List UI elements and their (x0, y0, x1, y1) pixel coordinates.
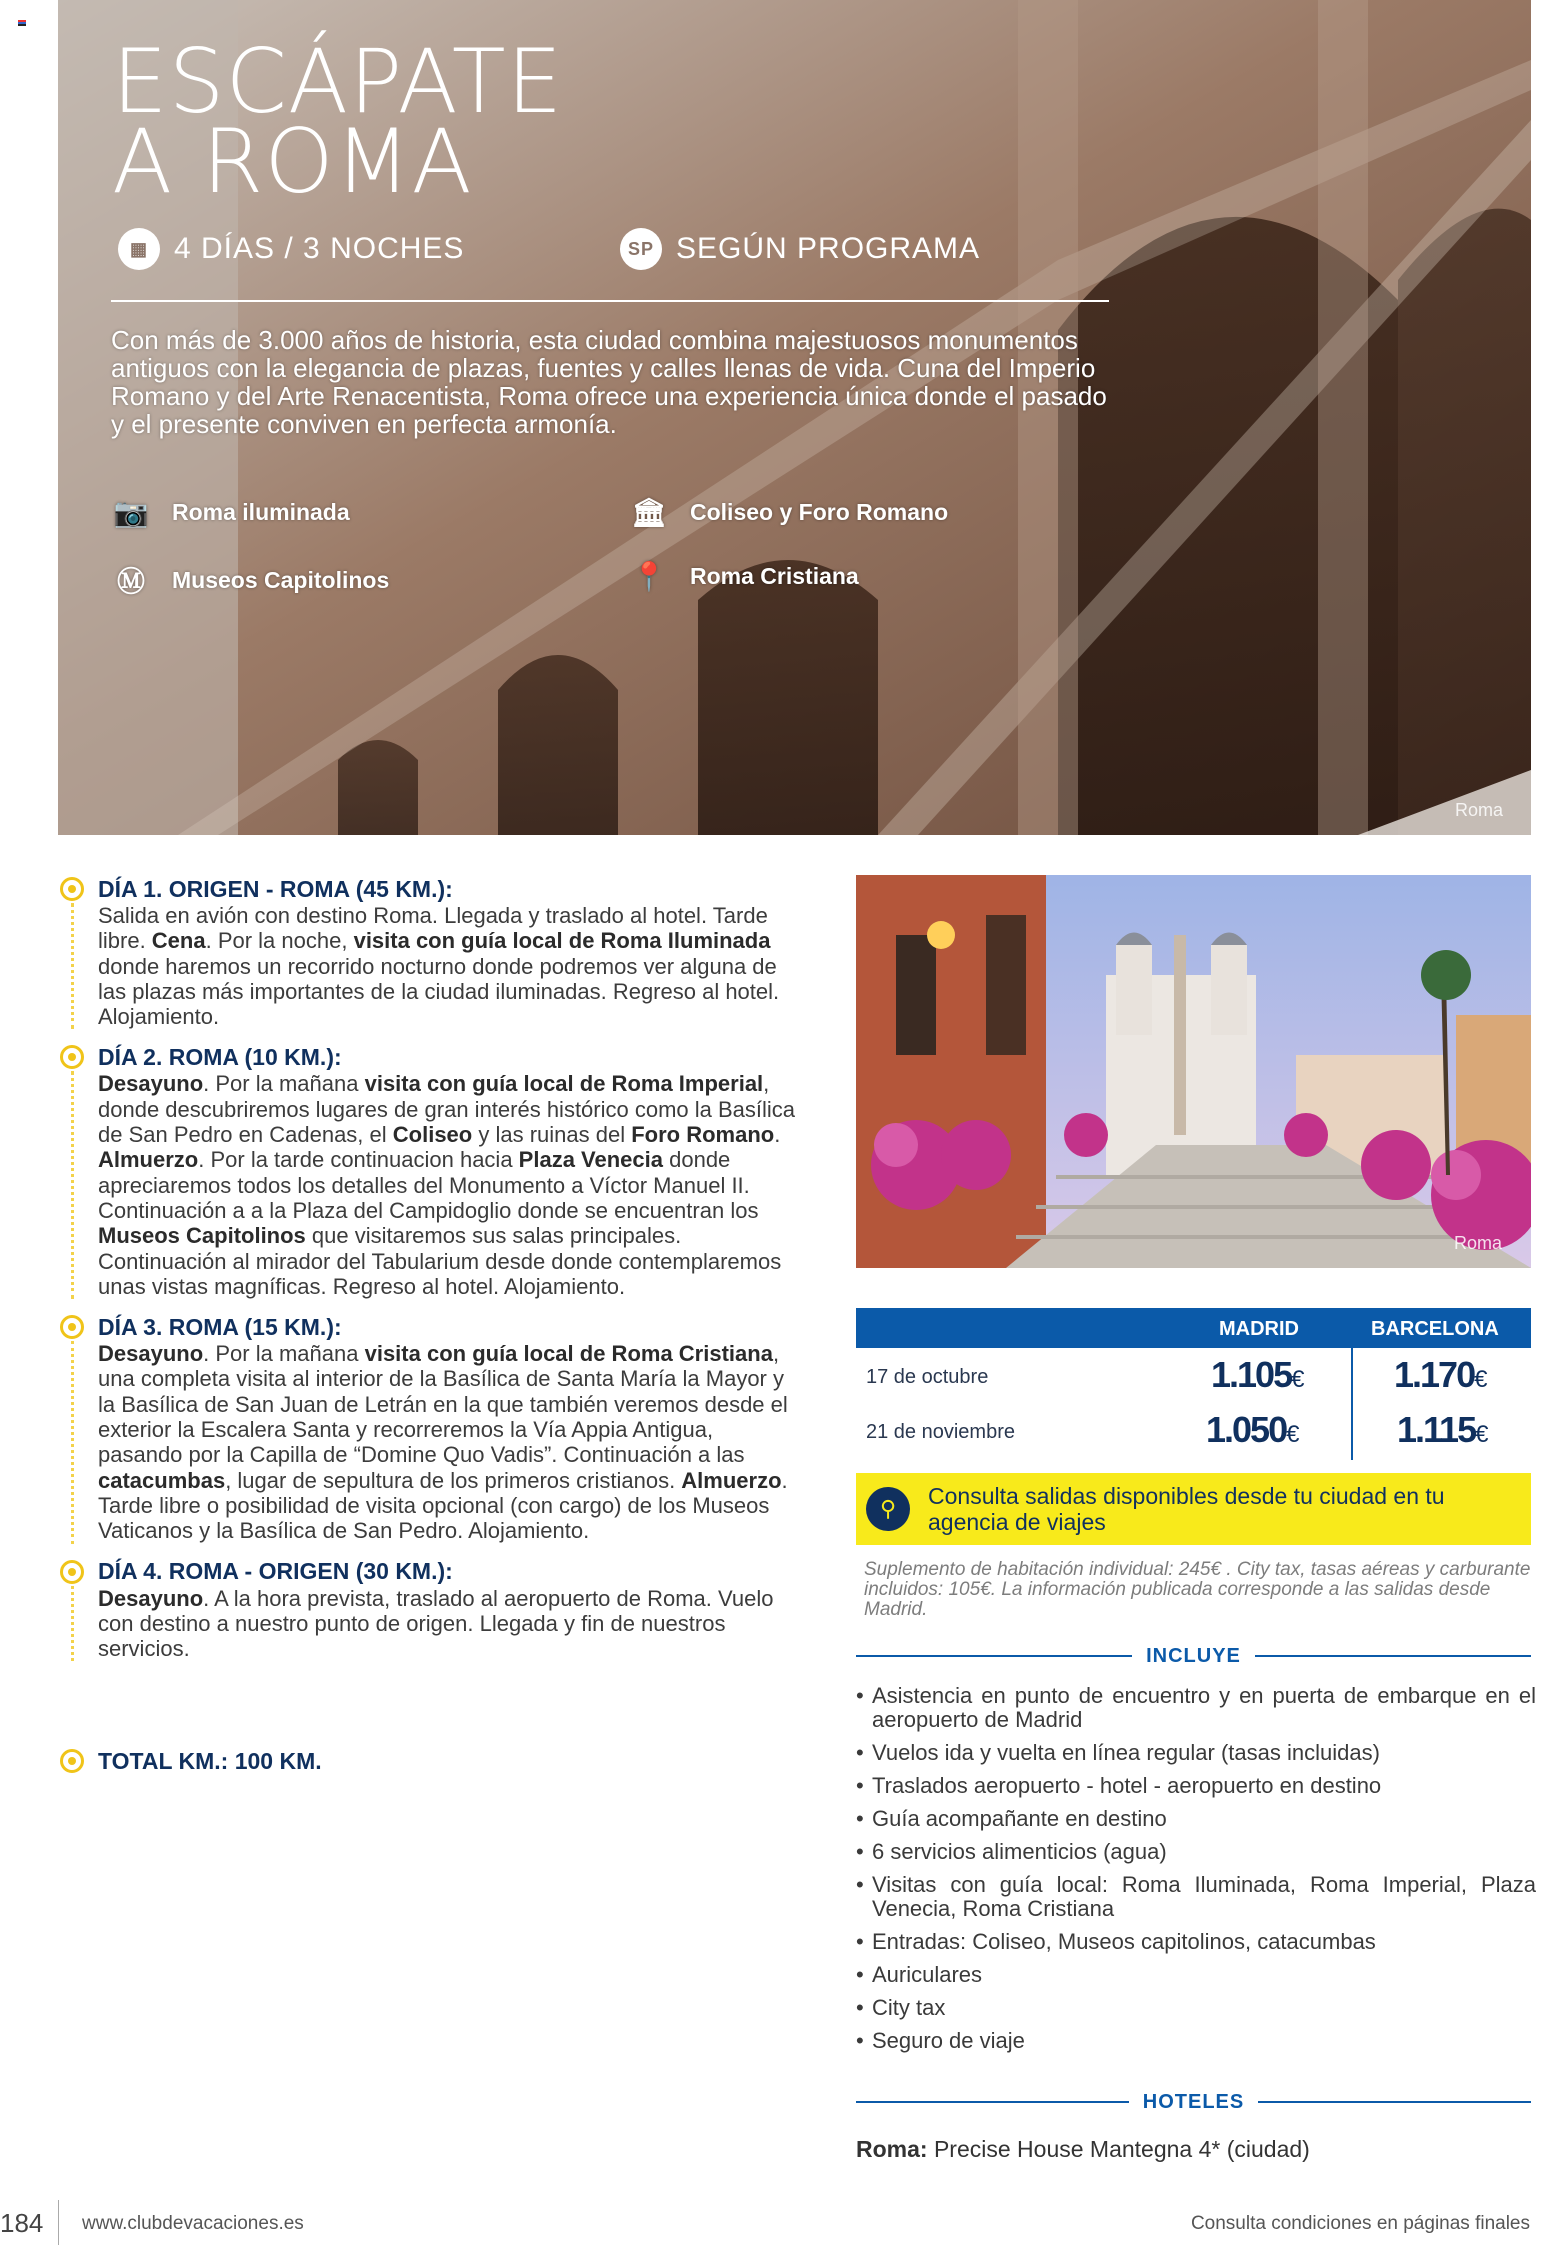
bold-text: Plaza Venecia (518, 1147, 663, 1173)
highlight-label: Roma iluminada (172, 499, 350, 525)
includes-title: INCLUYE (1146, 1644, 1241, 1667)
bold-text: Almuerzo (681, 1467, 782, 1493)
day-heading (60, 1313, 800, 1341)
itinerary (60, 875, 800, 1675)
bullet-icon (60, 1045, 84, 1069)
bullet-icon (60, 1749, 84, 1773)
departures-notice (856, 1473, 1531, 1545)
bold-text: Foro Romano (631, 1122, 775, 1148)
hero-photo-caption: Roma (1455, 800, 1504, 820)
bold-text: Coliseo (392, 1122, 473, 1148)
notice-text: Consulta salidas disponibles desde tu ciudad en tu agencia de viajes (928, 1483, 1445, 1535)
title-line-2: A ROMA (112, 110, 473, 213)
column-divider (1351, 1348, 1353, 1460)
print-mark (18, 20, 26, 26)
itinerary-day (60, 1313, 800, 1543)
highlight-label: Roma Cristiana (690, 563, 859, 589)
website-link[interactable]: www.clubdevacaciones.es (82, 2213, 304, 2234)
includes-item: • Auriculares (856, 1963, 1536, 1987)
location-pin-icon: 📍 (631, 561, 667, 592)
text: . Por la mañana (203, 1071, 365, 1097)
museum-icon: Ⓜ (116, 566, 145, 597)
text: . (774, 1122, 781, 1148)
table-row (856, 1403, 1531, 1458)
bullet-icon (60, 1315, 84, 1339)
includes-item: • Seguro de viaje (856, 2029, 1536, 2053)
text: y las ruinas del (472, 1122, 632, 1148)
divider (111, 300, 1109, 302)
includes-item: • Guía acompañante en destino (856, 1807, 1536, 1831)
text: . A la hora prevista, traslado al aeropuerto de Roma. Vuelo con destino a nuestro punto de origen. Llegada y fin de nuestros servicios. (98, 1585, 774, 1662)
bold-text: visita con guía local de Roma Iluminada (353, 928, 771, 954)
text: , una completa visita al interior de la Basílica de Santa María la Mayor y la Basílica de San Juan de Letrán en la que también veremos desde el exterior la Escalera Santa y recorreremos la Vía Appia Antigua, pasando por la Capilla de “Domine Quo Vadis”. Continuación a las (98, 1341, 788, 1468)
bullet-icon (60, 1560, 84, 1584)
itinerary-day (60, 1043, 800, 1299)
hotel-name: Precise House Mantegna 4* (ciudad) (933, 2136, 1310, 2162)
bold-text: visita con guía local de Roma Cristiana (364, 1341, 773, 1367)
bold-text: Museos Capitolinos (98, 1223, 306, 1249)
timeline-dots (71, 1071, 74, 1299)
table-header (856, 1308, 1531, 1348)
calendar-icon: ▦ (118, 228, 160, 270)
day-title: DÍA 4. ROMA - ORIGEN (30 KM.): (98, 1558, 453, 1585)
day-description (98, 903, 800, 1029)
highlight-label: Coliseo y Foro Romano (690, 499, 949, 525)
timeline-dots (71, 903, 74, 1029)
itinerary-day (60, 1558, 800, 1662)
itinerary-day (60, 875, 800, 1029)
supplement-note: Suplemento de habitación individual: 245€ . City tax, tasas aéreas y carburante incluidos: 105€. La información publicada corresponde a las salidas desde Madrid. (864, 1559, 1531, 1620)
duration-text: 4 DÍAS / 3 NOCHES (174, 232, 465, 265)
includes-item: • City tax (856, 1996, 1536, 2020)
hero-description: Con más de 3.000 años de historia, esta ciudad combina majestuosos monumentos antiguos con la elegancia de plazas, fuentes y calles llenas de vida. Cuna del Imperio Romano y del Arte Renacentista, Roma ofrece una experiencia única donde el pasado y el presente conviven en perfecta armonía. (111, 325, 1107, 439)
meals-info (620, 228, 980, 270)
text: . Tarde libre o posibilidad de visita opcional (con cargo) de los Museos Vaticanos y la Basílica de San Pedro. Alojamiento. (98, 1467, 788, 1544)
meals-text: SEGÚN PROGRAMA (676, 232, 981, 265)
camera-icon: 📷 (113, 497, 149, 528)
price-table (856, 1308, 1531, 1458)
day-description (98, 1071, 800, 1299)
spanish-steps-photo (856, 875, 1531, 1268)
bold-text: Desayuno (98, 1341, 204, 1367)
day-heading (60, 1043, 800, 1071)
text: Salida en avión con destino Roma. Llegada y traslado al hotel. Tarde libre. (98, 903, 768, 954)
hotel-line (856, 2136, 1310, 2163)
title-line-1: ESCÁPATE (112, 30, 564, 133)
highlight-item (112, 560, 389, 600)
page-number: 184 (0, 2208, 44, 2238)
text: . Por la noche, (205, 928, 354, 954)
duration-info (118, 228, 464, 270)
hotel-city: Roma: (856, 2136, 928, 2162)
text: , donde descubriremos lugares de gran interés histórico como la Basílica de San Pedro en Cadenas, el (98, 1071, 796, 1148)
price-madrid: 1.105€ (1211, 1354, 1303, 1395)
includes-item: • Entradas: Coliseo, Museos capitolinos, catacumbas (856, 1930, 1536, 1954)
day-heading (60, 1558, 800, 1586)
includes-item: • Visitas con guía local: Roma Iluminada, Roma Imperial, Plaza Venecia, Roma Cristiana (856, 1873, 1536, 1921)
footer-divider (58, 2200, 59, 2245)
bold-text: visita con guía local de Roma Imperial (364, 1071, 764, 1097)
table-row (856, 1348, 1531, 1403)
bold-text: Cena (151, 928, 206, 954)
highlight-label: Museos Capitolinos (172, 566, 390, 593)
day-title: DÍA 1. ORIGEN - ROMA (45 KM.): (98, 875, 453, 902)
sp-badge-icon: SP (620, 228, 662, 270)
bullet-icon (60, 877, 84, 901)
text: . Por la tarde continuacion hacia (198, 1147, 519, 1173)
total-km (60, 1747, 322, 1775)
total-km-text: TOTAL KM.: 100 KM. (98, 1747, 322, 1774)
photo-caption: Roma (1454, 1233, 1503, 1253)
departure-date: 21 de noviembre (866, 1421, 1015, 1443)
includes-item: • Traslados aeropuerto - hotel - aeropuerto en destino (856, 1774, 1536, 1798)
conditions-note: Consulta condiciones en páginas finales (1190, 2213, 1530, 2234)
column-header-barcelona: BARCELONA (1371, 1318, 1499, 1340)
highlight-item (630, 496, 948, 529)
day-title: DÍA 3. ROMA (15 KM.): (98, 1313, 342, 1340)
bold-text: Desayuno (98, 1585, 204, 1611)
day-heading (60, 875, 800, 903)
text: que visitaremos sus salas principales. Continuación al mirador del Tabularium desde donde contemplaremos unas vistas magníficas. Regreso al hotel. Alojamiento. (98, 1223, 782, 1299)
timeline-dots (71, 1341, 74, 1543)
day-description (98, 1586, 800, 1662)
price-barcelona: 1.115€ (1397, 1409, 1487, 1450)
includes-item: • Asistencia en punto de encuentro y en puerta de embarque en el aeropuerto de Madrid (856, 1684, 1536, 1732)
bold-text: Desayuno (98, 1071, 204, 1097)
timeline-dots (71, 1586, 74, 1662)
location-pin-icon: ⚲ (866, 1487, 910, 1531)
price-barcelona: 1.170€ (1394, 1354, 1486, 1395)
text: . Por la mañana (203, 1341, 365, 1367)
bold-text: Almuerzo (98, 1147, 199, 1173)
includes-item: • Vuelos ida y vuelta en línea regular (tasas incluidas) (856, 1741, 1536, 1765)
day-description (98, 1341, 800, 1543)
includes-list (856, 1684, 1536, 2062)
text: donde haremos un recorrido nocturno donde podremos ver alguna de las plazas más importantes de la ciudad iluminadas. Regreso al hotel. Alojamiento. (98, 953, 780, 1030)
includes-heading (856, 1643, 1531, 1669)
column-icon: 🏛 (631, 497, 667, 528)
page-title (112, 30, 564, 213)
includes-item: • 6 servicios alimenticios (agua) (856, 1840, 1536, 1864)
day-title: DÍA 2. ROMA (10 KM.): (98, 1043, 342, 1070)
highlight-item (630, 560, 859, 593)
bold-text: catacumbas (98, 1467, 226, 1493)
text: donde apreciaremos todos los detalles del Monumento a Víctor Manuel II. Continuación a a la Plaza del Campidoglio donde se encuentran los (98, 1147, 759, 1223)
text: , lugar de sepultura de los primeros cristianos. (225, 1467, 682, 1493)
hotels-heading (856, 2089, 1531, 2115)
price-madrid: 1.050€ (1206, 1409, 1298, 1450)
column-header-madrid: MADRID (1219, 1318, 1299, 1340)
highlight-item (112, 496, 350, 529)
hotels-title: HOTELES (1142, 2090, 1245, 2113)
departure-date: 17 de octubre (866, 1366, 989, 1388)
